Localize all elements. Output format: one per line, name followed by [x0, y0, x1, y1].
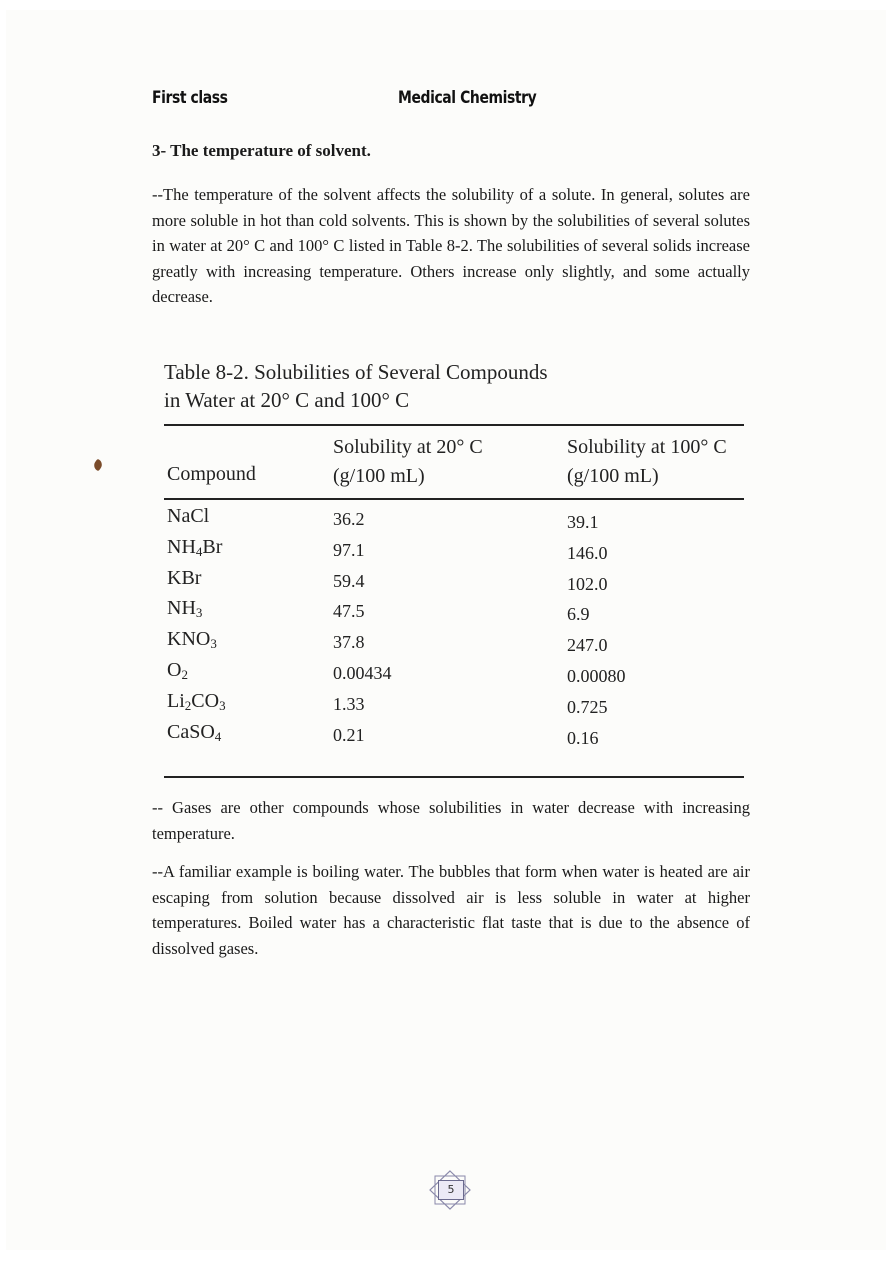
table-header-s100-line2: (g/100 mL): [567, 465, 659, 487]
paragraph-temperature-effect: --The temperature of the solvent affects the solubility of a solute. In general, solutes are more soluble in hot than cold solvents. This is shown by the solubilities of several solutes in water at 20° C and 100° C listed in Table 8-2. The solubilities of several solids increase greatly with increasing temperature. Others increase only slightly, and some actually decrease.: [152, 185, 750, 306]
solubility-100-cell: 146.0: [567, 542, 608, 563]
solubility-100-cell: 0.00080: [567, 665, 626, 686]
solubility-100-cell: 0.16: [567, 727, 599, 748]
solubility-20-cell: 47.5: [333, 601, 365, 622]
table-header-s20-line2: (g/100 mL): [333, 465, 425, 487]
compound-cell: KBr: [167, 566, 202, 589]
compound-cell: $Li_2CO_3$: [167, 689, 226, 713]
compound-cell: CaSO$_4$: [167, 720, 222, 744]
table-row: [164, 534, 744, 565]
document-page: [6, 10, 886, 1250]
compound-cell: NaCl: [167, 505, 210, 527]
page-number: 5: [438, 1180, 464, 1200]
table-header-solubility-100: [567, 433, 727, 491]
compound-cell: $NH_3$: [167, 597, 203, 621]
table-caption-line1: Table 8-2. Solubilities of Several Compounds: [164, 360, 548, 384]
table-row: [164, 565, 744, 596]
header-class: First class: [152, 88, 228, 108]
table-header-rule: [164, 498, 744, 500]
solubility-20-cell: 97.1: [333, 539, 365, 560]
table-row: [164, 719, 744, 750]
table-bottom-rule: [164, 776, 744, 778]
solubility-100-cell: 247.0: [567, 635, 608, 656]
solubility-100-cell: 0.725: [567, 696, 608, 717]
solubility-20-cell: 36.2: [333, 509, 365, 529]
solubility-20-cell: 0.00434: [333, 662, 392, 683]
table-row: [164, 688, 744, 719]
table-row: [164, 503, 744, 534]
solubility-20-cell: 37.8: [333, 632, 365, 653]
compound-cell: $KNO_3$: [167, 628, 217, 652]
solubility-100-cell: 102.0: [567, 573, 608, 594]
table-header-s100-line1: Solubility at 100° C: [567, 436, 727, 458]
table-row: [164, 595, 744, 626]
solubility-100-cell: 6.9: [567, 604, 590, 625]
paragraph-gases: -- Gases are other compounds whose solubilities in water decrease with increasing temperature.: [152, 798, 750, 843]
table-row: [164, 657, 744, 688]
table-header-compound: Compound: [167, 463, 256, 485]
compound-cell: $O_2$: [167, 658, 188, 682]
table-caption: [164, 358, 664, 414]
table-header-s20-line1: Solubility at 20° C: [333, 436, 483, 458]
table-caption-line2: in Water at 20° C and 100° C: [164, 388, 410, 412]
table-body: [164, 503, 744, 749]
paragraph-boiling-water: --A familiar example is boiling water. The bubbles that form when water is heated are air escaping from solution because dissolved air is less soluble in water at higher temperatures. Boiled water has a characteristic flat taste that is due to the absence of dissolved gases.: [152, 862, 750, 958]
compound-cell: $NH_4Br$: [167, 535, 223, 559]
solubility-20-cell: 59.4: [333, 570, 365, 591]
table-top-rule: [164, 424, 744, 426]
solubility-100-cell: 39.1: [567, 512, 599, 532]
section-title: 3- The temperature of solvent.: [152, 141, 371, 160]
table-header-solubility-20: [333, 433, 483, 491]
table-row: [164, 626, 744, 657]
header-subject: Medical Chemistry: [398, 88, 537, 108]
solubility-20-cell: 0.21: [333, 724, 365, 745]
margin-mark-icon: [92, 459, 104, 472]
solubility-20-cell: 1.33: [333, 693, 365, 714]
